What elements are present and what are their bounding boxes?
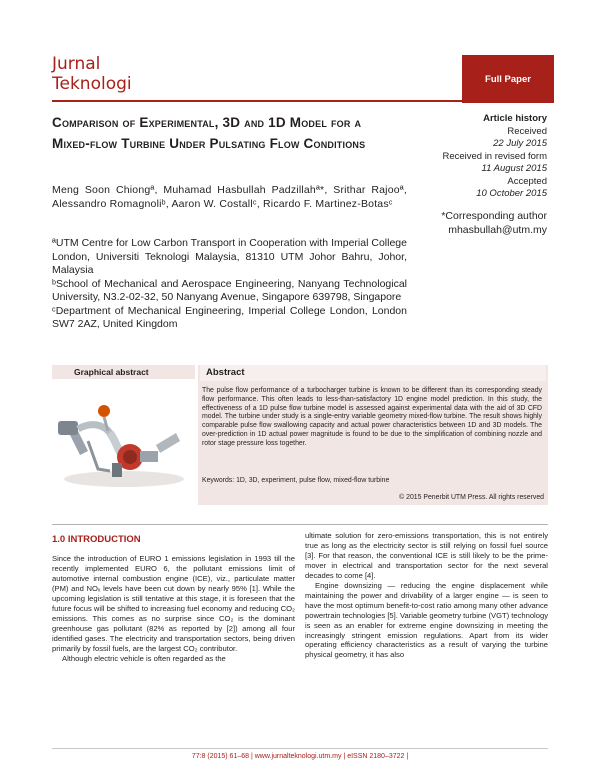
revised-date: 11 August 2015 xyxy=(481,163,547,174)
history-title: Article history xyxy=(483,113,547,124)
body-paragraph: Engine downsizing — reducing the engine displacement while maintaining the power and drivability of a larger engine — is seen to have the most optimum benefit-to-cost ratio among many other advance powertrain technologies [5]. Variable geometry turbine (VGT) technology is seen as an enabler for extreme engine downsizing in meeting the increasingly stringent emission regulations. Apart from its wider operating efficiency characteristics as a result of varying the turbine physical geometry, it has also xyxy=(305,580,548,660)
footer-rule xyxy=(52,748,548,749)
paper-type-badge: Full Paper xyxy=(462,55,554,103)
corresponding-email[interactable]: mhasbullah@utm.my xyxy=(448,224,547,236)
affiliations xyxy=(52,237,407,332)
author-list: Meng Soon Chiongª, Muhamad Hasbullah Padzillahª*, Srithar Rajooª, Alessandro Romagnoliᵇ, Aaron W. Costallᶜ, Ricardo F. Martinez-Botasᶜ xyxy=(52,184,407,210)
header-rule xyxy=(52,100,464,102)
affiliation-b: ᵇSchool of Mechanical and Aerospace Engineering, Nanyang Technological University, N3.2-02-32, 50 Nanyang Avenue, Singapore 639798, Singapore xyxy=(52,277,407,303)
turbine-test-rig-illustration xyxy=(52,381,195,491)
graphical-abstract-figure xyxy=(52,381,195,491)
graphical-abstract-label: Graphical abstract xyxy=(52,365,195,379)
page-footer: 77:8 (2015) 61–68 | www.jurnalteknologi.utm.my | eISSN 2180–3722 | xyxy=(191,753,409,760)
journal-name xyxy=(52,54,192,94)
body-column-right xyxy=(305,531,548,660)
body-column-left xyxy=(52,554,295,663)
corresponding-label: *Corresponding author xyxy=(441,210,547,222)
received-label: Received xyxy=(507,125,547,137)
body-paragraph: ultimate solution for zero-emissions transportation, this is not entirely true as long as the electricity sector is still relying on fossil fuel source [3]. For that reason, the conventional ICE is still likely to be the prime-mover in electrical and transportation sector for the next several decades to come [4]. xyxy=(305,531,548,580)
accepted-label: Accepted xyxy=(507,175,547,187)
received-date: 22 July 2015 xyxy=(493,138,547,149)
article-title: Comparison of Experimental, 3D and 1D Model for a Mixed-flow Turbine Under Pulsating Flow Conditions xyxy=(52,115,366,151)
abstract-heading: Abstract xyxy=(200,365,546,381)
affiliation-c: ᶜDepartment of Mechanical Engineering, Imperial College London, London SW7 2AZ, United Kingdom xyxy=(52,304,407,330)
section-heading-introduction: 1.0 INTRODUCTION xyxy=(52,534,141,545)
article-history xyxy=(400,113,547,201)
corresponding-author xyxy=(400,209,547,237)
journal-name-line2: Teknologi xyxy=(52,74,132,94)
abstract-text: The pulse flow performance of a turbocharger turbine is known to be different than its corresponding steady flow performance. This often leads to less-than-satisfactory 1D engine model prediction. In this study, the effectiveness of a 1D pulse flow turbine model is assessed against experimental data with the aid of 3D CFD model. The turbine under study is a single-entry variable geometry mixed-flow turbine. The result shows highly comparable pulse flow swallowing capacity and actual power characteristics between 1D and 3D models. The over-prediction in 1D actual power magnitude is found to be due to the simplification of combining nozzle and rotor stage pressure loss together. xyxy=(202,387,542,447)
keywords: Keywords: 1D, 3D, experiment, pulse flow, mixed-flow turbine xyxy=(202,477,390,484)
affiliation-a: ªUTM Centre for Low Carbon Transport in Cooperation with Imperial College London, Universiti Teknologi Malaysia, 81310 UTM Johor Bahru, Johor, Malaysia xyxy=(52,237,407,276)
section-divider xyxy=(52,524,548,525)
journal-name-line1: Jurnal xyxy=(52,54,101,74)
copyright-notice: © 2015 Penerbit UTM Press. All rights reserved xyxy=(399,494,544,501)
body-paragraph: Since the introduction of EURO 1 emissions legislation in 1993 till the recently implemented EURO 6, the pollutant emissions limit of automotive internal combustion engine (ICE), viz., particulate matter (PM) and NOₓ levels have been cut down by nearly 95% [1]. While the upcoming legislation is still tentative at this stage, it is foreseen that the future focus will be shifted to increasing fuel economy and reducing CO₂ emissions. This comes as no surprise since CO₂ is the dominant greenhouse gas pollutant (82% as reported by [2]) among all four identified gases. The electricity and transportation sectors, being driven primarily by fossil fuels, are the largest CO₂ contributor. xyxy=(52,554,295,653)
body-paragraph: Although electric vehicle is often regarded as the xyxy=(62,653,226,663)
revised-label: Received in revised form xyxy=(442,150,547,162)
accepted-date: 10 October 2015 xyxy=(476,188,547,199)
